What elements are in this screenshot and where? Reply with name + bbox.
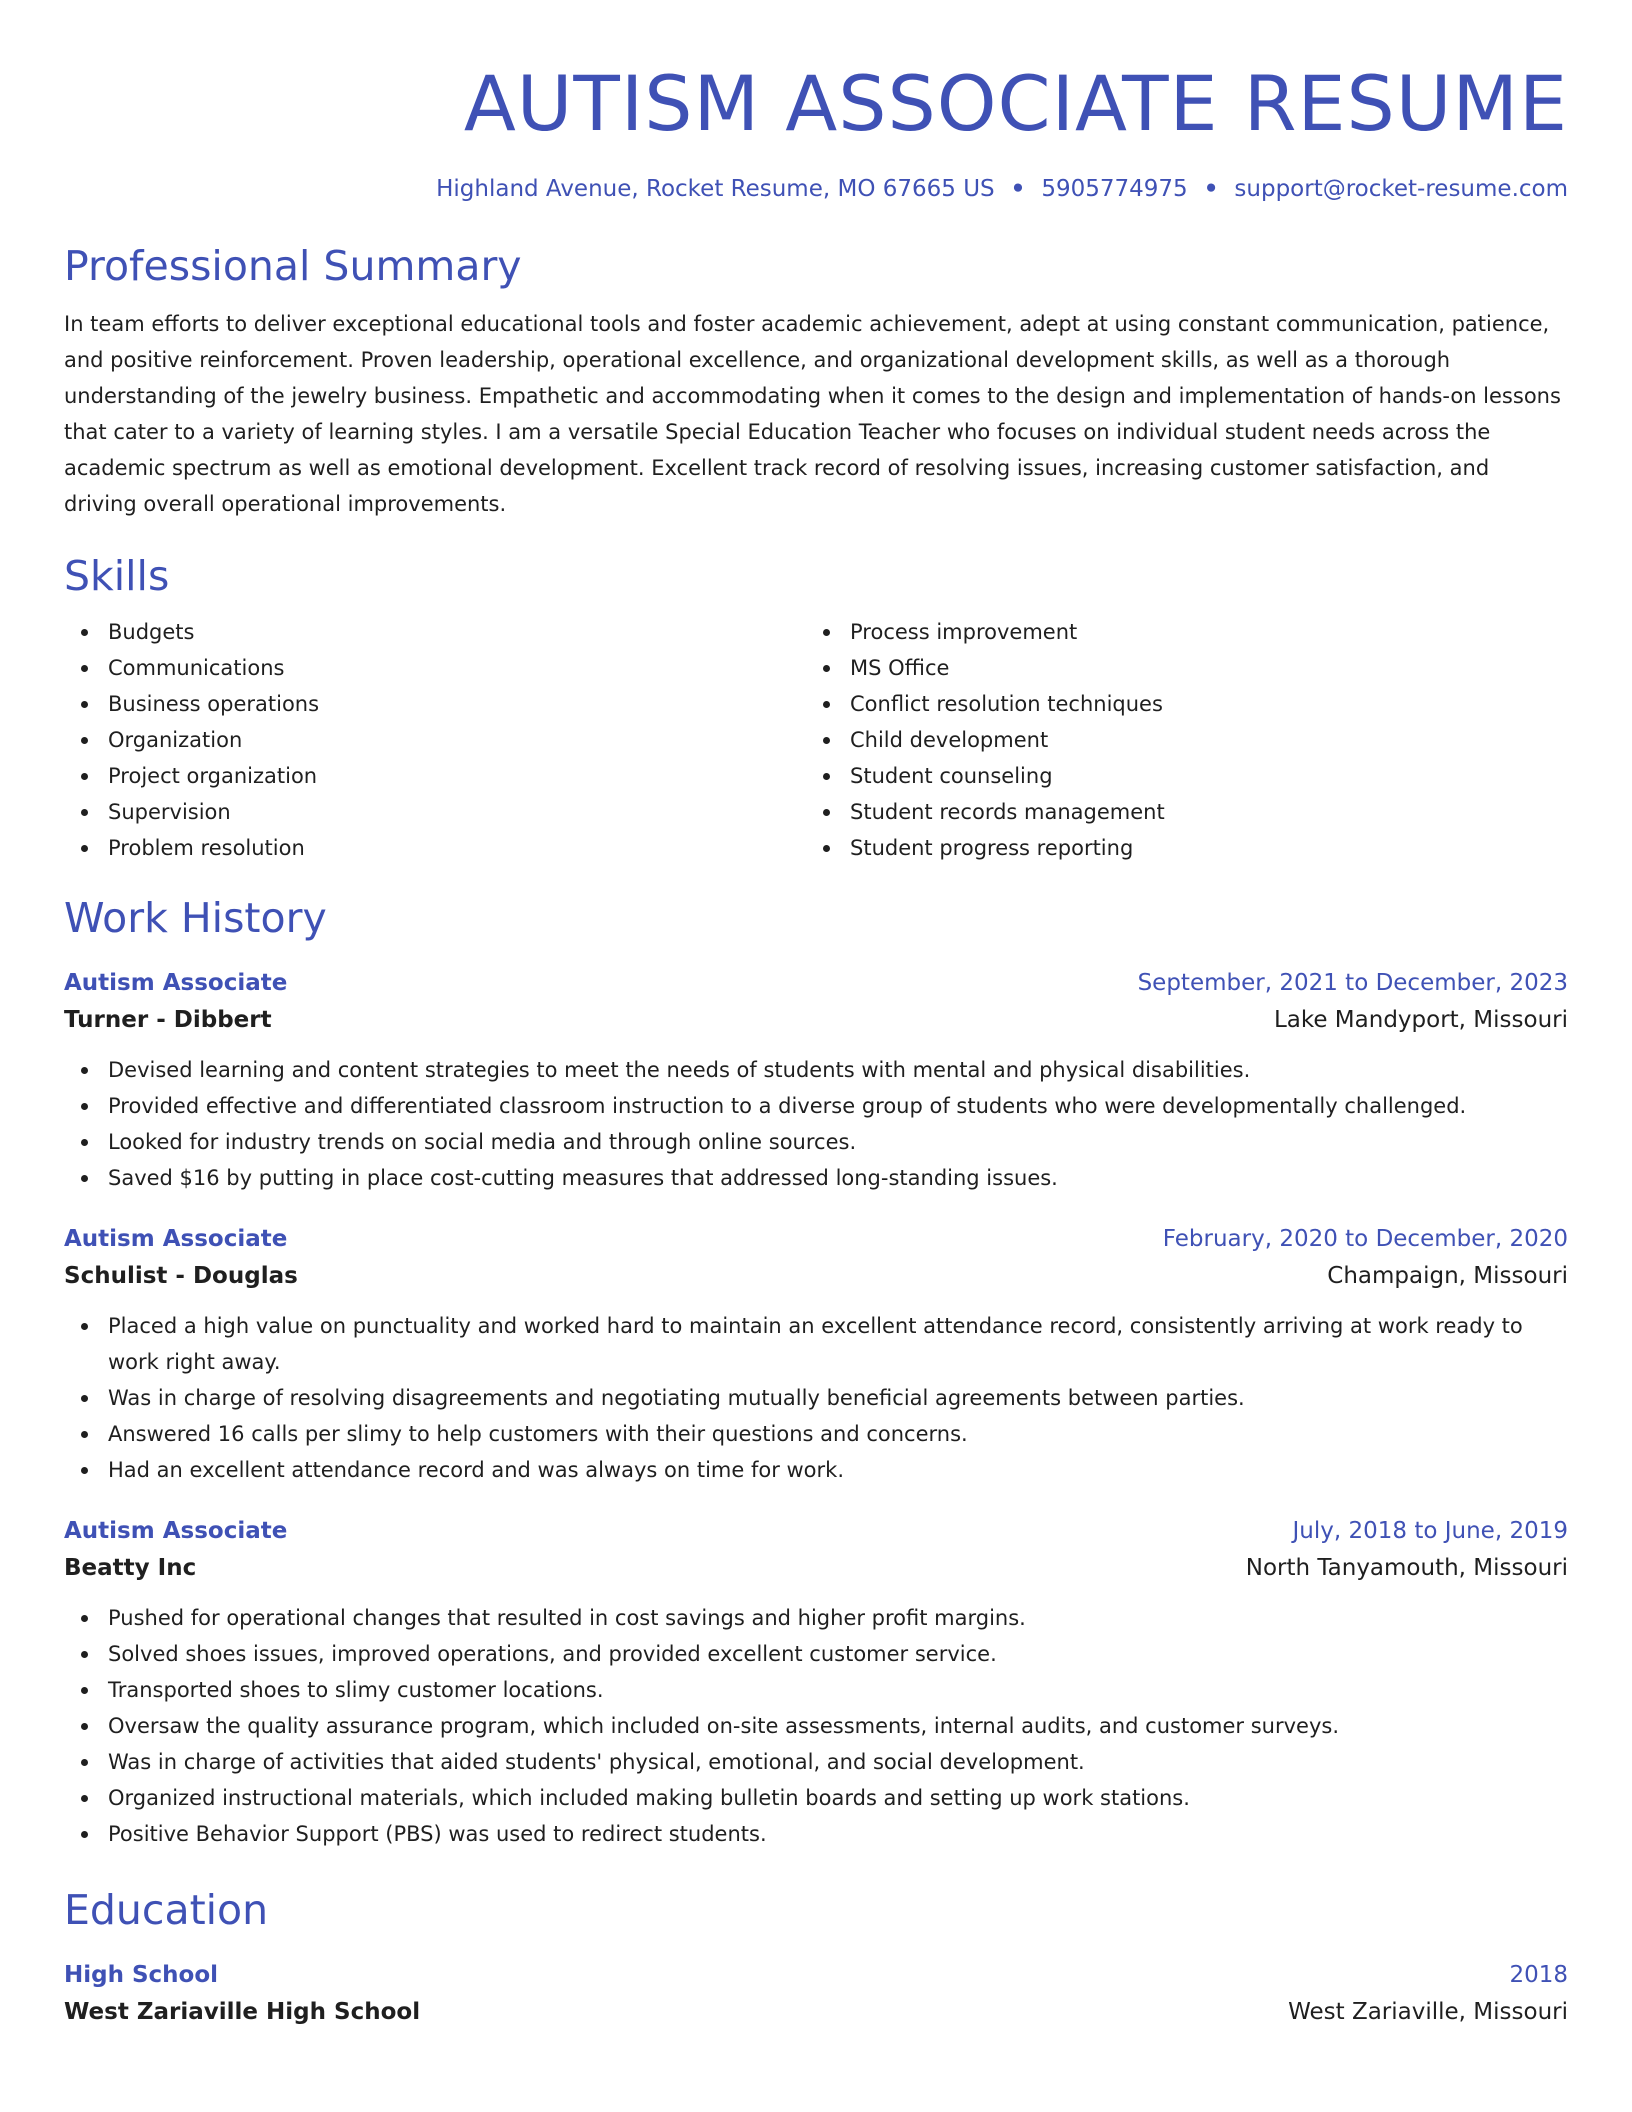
skills-column-right xyxy=(806,614,1548,866)
job-location: North Tanyamouth, Missouri xyxy=(1245,1555,1568,1581)
job-company: Schulist - Douglas xyxy=(64,1263,298,1289)
skills-list xyxy=(64,614,1568,866)
job-entry xyxy=(64,1222,1568,1488)
job-duties xyxy=(64,1308,1568,1488)
skill-item: MS Office xyxy=(850,650,1548,686)
skills-column-left xyxy=(64,614,806,866)
skill-item: Conflict resolution techniques xyxy=(850,686,1548,722)
education-year: 2018 xyxy=(1509,1962,1568,1988)
job-entry xyxy=(64,966,1568,1196)
skills-heading: Skills xyxy=(64,552,170,600)
skill-item: Student records management xyxy=(850,794,1548,830)
skill-item: Communications xyxy=(108,650,806,686)
contact-phone: 5905774975 xyxy=(1041,176,1188,202)
duty-item: Positive Behavior Support (PBS) was used to redirect students. xyxy=(108,1816,1568,1852)
job-duties xyxy=(64,1600,1568,1852)
contact-separator: • xyxy=(1203,176,1219,202)
job-title: Autism Associate xyxy=(64,1226,288,1252)
education-location: West Zariaville, Missouri xyxy=(1288,1999,1568,2025)
job-dates: February, 2020 to December, 2020 xyxy=(1162,1226,1568,1252)
duty-item: Pushed for operational changes that resulted in cost savings and higher profit margins. xyxy=(108,1600,1568,1636)
job-title: Autism Associate xyxy=(64,1518,288,1544)
duty-item: Transported shoes to slimy customer locations. xyxy=(108,1672,1568,1708)
job-entry xyxy=(64,1514,1568,1852)
duty-item: Placed a high value on punctuality and worked hard to maintain an excellent attendance record, consistently arriving at work ready to work right away. xyxy=(108,1308,1568,1380)
duty-item: Looked for industry trends on social media and through online sources. xyxy=(108,1124,1568,1160)
skill-item: Student progress reporting xyxy=(850,830,1548,866)
contact-separator: • xyxy=(1010,176,1026,202)
job-dates: September, 2021 to December, 2023 xyxy=(1137,970,1568,996)
summary-text: In team efforts to deliver exceptional educational tools and foster academic achievement, adept at using constant communication, patience, and positive reinforcement. Proven leadership, operational excellence, and organizational development skills, as well as a thorough understanding of the jewelry business. Empathetic and accommodating when it comes to the design and implementation of hands-on lessons that cater to a variety of learning styles. I am a versatile Special Education Teacher who focuses on individual student needs across the academic spectrum as well as emotional development. Excellent track record of resolving issues, increasing customer satisfaction, and driving overall operational improvements. xyxy=(64,312,1561,516)
job-duties xyxy=(64,1052,1568,1196)
education-entry xyxy=(64,1958,1568,2032)
job-title: Autism Associate xyxy=(64,970,288,996)
contact-address: Highland Avenue, Rocket Resume, MO 67665 US xyxy=(436,176,995,202)
job-company: Beatty Inc xyxy=(64,1555,197,1581)
skill-item: Organization xyxy=(108,722,806,758)
skill-item: Project organization xyxy=(108,758,806,794)
job-location: Champaign, Missouri xyxy=(1327,1263,1568,1289)
job-dates: July, 2018 to June, 2019 xyxy=(1292,1518,1568,1544)
duty-item: Devised learning and content strategies to meet the needs of students with mental and physical disabilities. xyxy=(108,1052,1568,1088)
duty-item: Solved shoes issues, improved operations, and provided excellent customer service. xyxy=(108,1636,1568,1672)
job-location: Lake Mandyport, Missouri xyxy=(1273,1007,1568,1033)
work-history-heading: Work History xyxy=(64,894,327,942)
skill-item: Problem resolution xyxy=(108,830,806,866)
duty-item: Organized instructional materials, which included making bulletin boards and setting up work stations. xyxy=(108,1780,1568,1816)
duty-item: Oversaw the quality assurance program, which included on-site assessments, internal audits, and customer surveys. xyxy=(108,1708,1568,1744)
skill-item: Child development xyxy=(850,722,1548,758)
job-company: Turner - Dibbert xyxy=(64,1007,272,1033)
summary-heading: Professional Summary xyxy=(64,242,522,290)
duty-item: Had an excellent attendance record and was always on time for work. xyxy=(108,1452,1568,1488)
education-heading: Education xyxy=(64,1886,269,1934)
resume-page xyxy=(64,0,1568,2032)
skill-item: Student counseling xyxy=(850,758,1548,794)
skill-item: Budgets xyxy=(108,614,806,650)
duty-item: Saved $16 by putting in place cost-cutting measures that addressed long-standing issues. xyxy=(108,1160,1568,1196)
education-school: West Zariaville High School xyxy=(64,1999,421,2025)
skill-item: Business operations xyxy=(108,686,806,722)
contact-line xyxy=(64,174,1568,204)
duty-item: Was in charge of activities that aided students' physical, emotional, and social development. xyxy=(108,1744,1568,1780)
skill-item: Supervision xyxy=(108,794,806,830)
skill-item: Process improvement xyxy=(850,614,1548,650)
contact-email: support@rocket-resume.com xyxy=(1234,176,1568,202)
duty-item: Was in charge of resolving disagreements and negotiating mutually beneficial agreements between parties. xyxy=(108,1380,1568,1416)
duty-item: Provided effective and differentiated classroom instruction to a diverse group of students who were developmentally challenged. xyxy=(108,1088,1568,1124)
education-degree: High School xyxy=(64,1962,219,1988)
duty-item: Answered 16 calls per slimy to help customers with their questions and concerns. xyxy=(108,1416,1568,1452)
resume-title: AUTISM ASSOCIATE RESUME xyxy=(463,59,1568,148)
